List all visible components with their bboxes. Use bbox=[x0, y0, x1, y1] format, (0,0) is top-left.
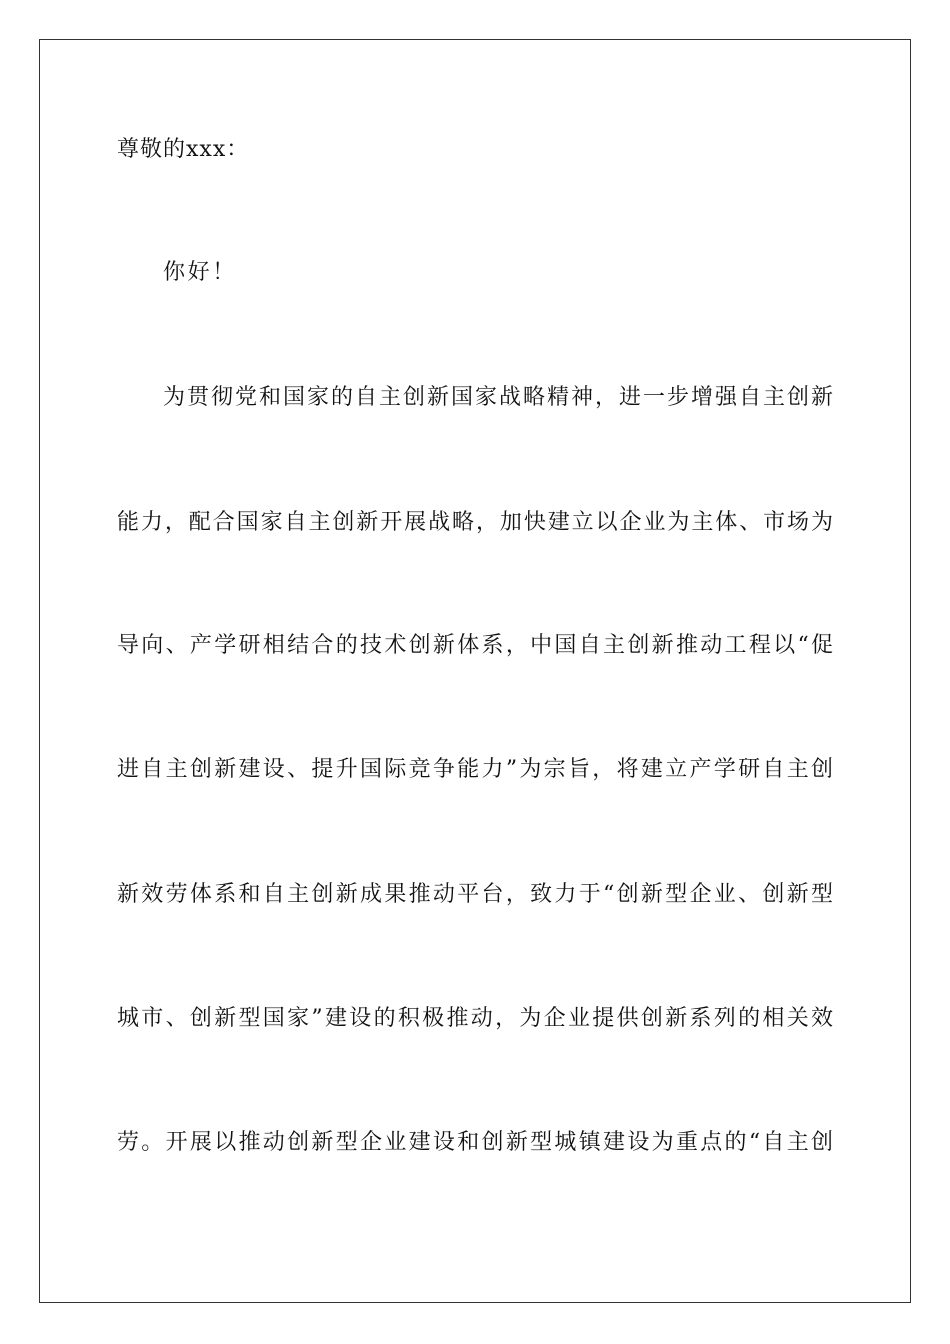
body-line: 新效劳体系和自主创新成果推动平台，致力于“创新型企业、创新型 bbox=[117, 882, 833, 907]
body-line: 城市、创新型国家”建设的积极推动，为企业提供创新系列的相关效 bbox=[117, 1006, 833, 1031]
body-line: 能力，配合国家自主创新开展战略，加快建立以企业为主体、市场为 bbox=[117, 510, 833, 535]
greeting-line: 你好！ bbox=[163, 260, 237, 285]
salutation-line: 尊敬的xxx： bbox=[117, 137, 250, 162]
body-line: 导向、产学研相结合的技术创新体系，中国自主创新推动工程以“促 bbox=[117, 633, 833, 658]
body-line: 为贯彻党和国家的自主创新国家战略精神，进一步增强自主创新 bbox=[163, 385, 833, 410]
page-border bbox=[39, 39, 911, 1303]
body-line: 劳。开展以推动创新型企业建设和创新型城镇建设为重点的“自主创 bbox=[117, 1130, 833, 1155]
body-line: 进自主创新建设、提升国际竞争能力”为宗旨，将建立产学研自主创 bbox=[117, 757, 833, 782]
